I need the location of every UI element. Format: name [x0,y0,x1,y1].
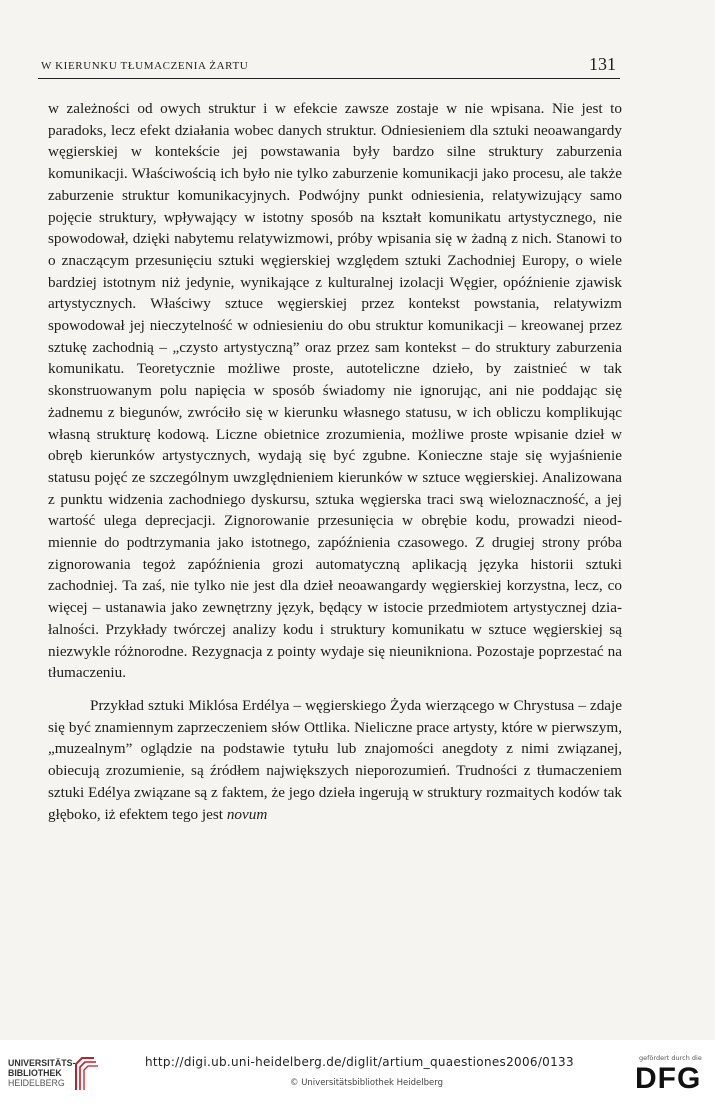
library-name-line-2: BIBLIOTHEK [8,1068,62,1078]
paragraph-2 [48,695,622,825]
running-head [38,54,620,79]
paragraph-1: w zależności od owych struktur i w efekcie zawsze zostaje w nie wpisana. Nie jest to paradoks, lecz efekt działania wobec danych struktur. Odniesieniem dla sztuki neoawangardy węgierskiej w kontekście jej powstawania były bardzo silne struktury zaburzenia komunikacji. Właściwością ich było nie tylko zaburzenie komunikacji jako procesu, ale także zaburzenie struktur komunikacyjnych. Podwójny punkt odniesienia, relatywizujący samo pojęcie struktury, wpływający w istotny sposób na kształt komunikatu artystycznego, nie spowodował, dzięki nabytemu relatywizmowi, próby wpisania się w żadną z nich. Stanowi to o znaczącym przesunięciu sztuki węgierskiej względem sztuki Zachodniej Europy, o wiele bardziej istotnym niż jedynie, wynikające z kulturalnej izolacji Węgier, opóźnienie zjawisk artystycznych. Właściwy sztuce węgierskiej przez kontekst powstania, relatywizm spowodował jej nieczytelność w odniesieniu do obu struktur komunikacji – kreowanej przez sztukę zachodnią – „czysto artystyczną” oraz przez sam kontekst – do struktury zaburzenia komunikatu. Teoretycznie możliwe proste, autoteliczne dzieło, by zaistnieć w tak skonstruowanym polu napięcia w sposób świadomy nie ignorując, ani nie poddając się żadnemu z biegunów, zwróciło się w kierunku własnego statusu, w ich obliczu komplikując własną strukturę kodową. Liczne obietnice zrozumienia, możliwe proste wpisanie dzieł w obręb kierunków artystycznych, wydają się być zgubne. Konieczne staje się wyjaśnienie statusu pojęć ze szczególnym uwzględnieniem kierunków w sztuce węgierskiej. Analizowana z punktu widzenia zachodniego dyskursu, sztuka węgierska traci swą wieloznaczność, a jej wartość ulega deprecjacji. Zignorowanie przesunięcia w obrębie kodu, prowadzi nieodmiennie do podtrzymania jako istotnego, zapóźnienia czasowego. Z drugiej strony próba zignorowania tegoż zapóźnienia grozi automatyczną aplikacją języka historii sztuki zachodniej. Ta zaś, nie tylko nie jest dla dzieł neoawangardy węgierskiej korzystna, lecz, co więcej – ustanawia jako zewnętrzny język, będący w istocie przedmiotem artystycznej działalności. Przykłady twórczej analizy kodu i struktury komunikatu w sztuce węgierskiej są niezwykle różnorodne. Rezygnacja z pointy wydaje się nieunikniona. Pozostaje poprzestać na tłumaczeniu. [48,100,622,682]
body-text [48,98,622,825]
dfg-logo: DFG [635,1062,702,1095]
funder-block [633,1054,713,1102]
library-logo [8,1056,103,1096]
page-number: 131 [589,54,616,74]
digitization-footer [0,1040,715,1105]
running-title: W KIERUNKU TŁUMACZENIA ŻARTU [41,60,249,72]
funding-caption: gefördert durch die [639,1054,702,1062]
library-name-line-3: HEIDELBERG [8,1078,65,1088]
source-url-link[interactable]: http://digi.ub.uni-heidelberg.de/diglit/artium_quaestiones2006/0133 [145,1055,574,1069]
library-emblem-icon [72,1056,100,1092]
paragraph-2-italic-word: novum [226,805,268,823]
copyright-notice: © Universitätsbibliothek Heidelberg [290,1078,444,1088]
library-name-line-1: UNIVERSITÄTS- [8,1058,76,1068]
library-name [8,1058,75,1088]
paragraph-2-text: Przykład sztuki Miklósa Erdélya – węgierskiego Żyda wierzącego w Chrystusa – zdaje się być znamiennym zaprzeczeniem słów Ottlika. Nieliczne prace artysty, które w pierwszym, „muzealnym” oglądzie na podstawie tytułu lub znajomości anegdoty z nimi związanej, obiecują zrozumienie, są źródłem największych nieporozumień. Trudności z tłumaczeniem sztuki Edélya związane są z faktem, że jego dzieła ingerują w struktury rozmaitych kodów tak głęboko, iż efektem tego jest [48,696,622,823]
